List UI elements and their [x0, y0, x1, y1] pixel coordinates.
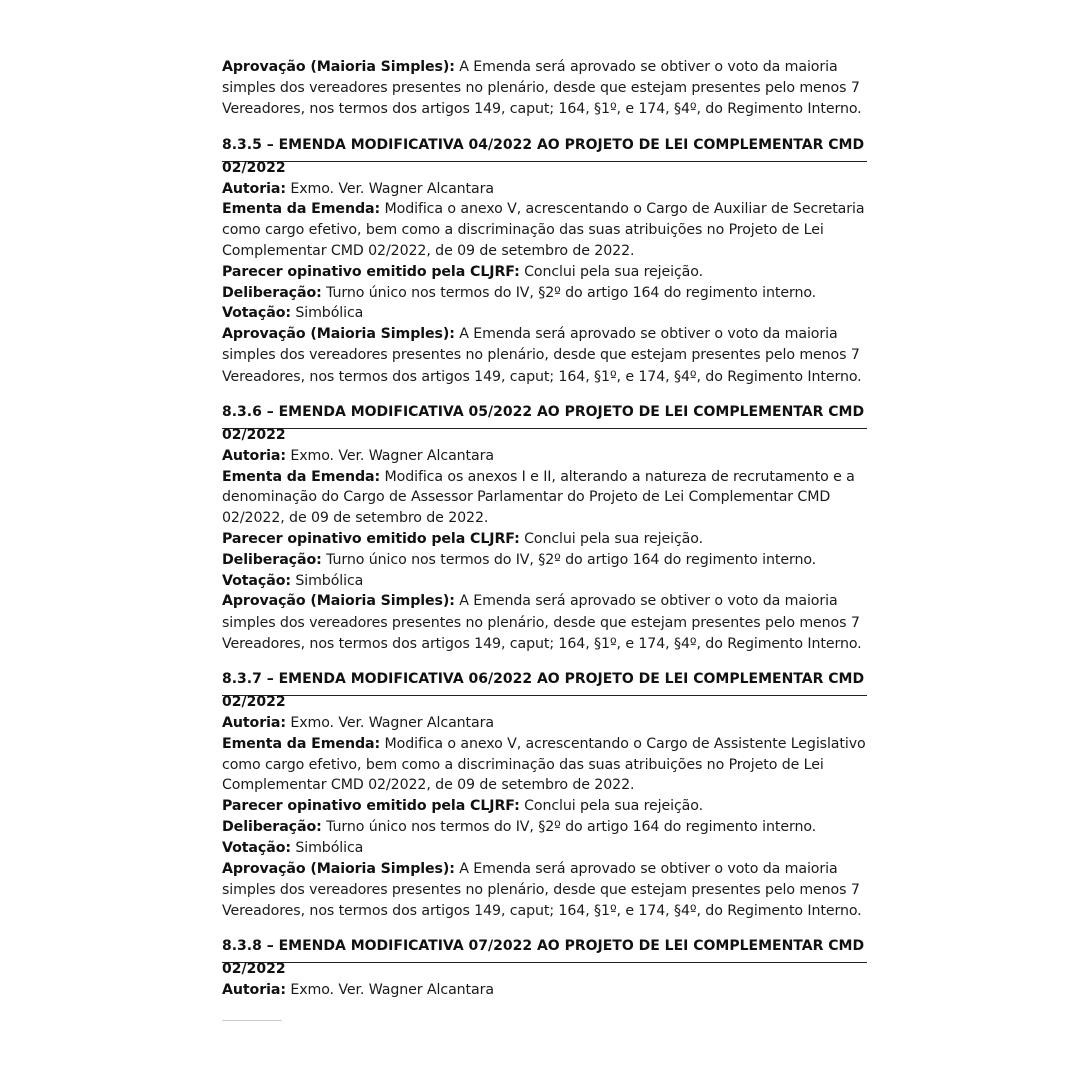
autoria-field [222, 446, 874, 467]
deliberacao-value: Turno único nos termos do IV, §2º do artigo 164 do regimento interno. [321, 284, 817, 301]
parecer-field [222, 529, 874, 550]
autoria-field [222, 980, 874, 1001]
votacao-field [222, 838, 874, 859]
autoria-value: Exmo. Ver. Wagner Alcantara [285, 447, 494, 464]
ementa-value: Modifica os anexos I e II, alterando a natureza de recrutamento e a denominação do Cargo de Assessor Parlamentar do Projeto de Lei Complementar CMD 02/2022, de 09 de setembro de 2022. [222, 468, 855, 527]
parecer-value: Conclui pela sua rejeição. [519, 798, 703, 815]
votacao-field [222, 303, 874, 324]
parecer-field [222, 796, 874, 817]
document-page [222, 57, 874, 1001]
aprovacao-label: Aprovação (Maioria Simples): [222, 860, 455, 877]
aprovacao-label: Aprovação (Maioria Simples): [222, 326, 455, 343]
ementa-label: Ementa da Emenda: [222, 201, 381, 218]
section-heading: 8.3.8 – EMENDA MODIFICATIVA 07/2022 AO PROJETO DE LEI COMPLEMENTAR CMD 02/2022 [222, 938, 865, 978]
autoria-field [222, 713, 874, 734]
deliberacao-value: Turno único nos termos do IV, §2º do artigo 164 do regimento interno. [321, 551, 817, 568]
aprovacao-value: A Emenda será aprovado se obtiver o voto da maioria simples dos vereadores presentes no plenário, desde que estejam presentes pelo menos 7 Vereadores, nos termos dos artigos 149, caput; 164, §1º, e 174, §4º, do Regimento Interno. [222, 326, 862, 385]
deliberacao-label: Deliberação: [222, 284, 322, 301]
autoria-label: Autoria: [222, 447, 286, 464]
votacao-value: Simbólica [290, 839, 364, 856]
autoria-value: Exmo. Ver. Wagner Alcantara [285, 714, 494, 731]
approval-text: A Emenda será aprovado se obtiver o voto da maioria simples dos vereadores presentes no plenário, desde que estejam presentes pelo menos 7 Vereadores, nos termos dos artigos 149, caput; 164, §1º, e 174, §4º, do Regimento Interno. [222, 59, 862, 118]
ementa-field [222, 734, 874, 796]
votacao-field [222, 571, 874, 592]
ementa-field [222, 199, 874, 261]
deliberacao-field [222, 817, 874, 838]
ementa-value: Modifica o anexo V, acrescentando o Cargo de Assistente Legislativo como cargo efetivo, bem como a discriminação das suas atribuições no Projeto de Lei Complementar CMD 02/2022, de 09 de setembro de 2022. [222, 735, 866, 794]
ementa-field [222, 467, 874, 529]
aprovacao-value: A Emenda será aprovado se obtiver o voto da maioria simples dos vereadores presentes no plenário, desde que estejam presentes pelo menos 7 Vereadores, nos termos dos artigos 149, caput; 164, §1º, e 174, §4º, do Regimento Interno. [222, 593, 862, 652]
section-8-3-5 [222, 134, 874, 388]
footnote-separator [222, 1020, 282, 1021]
section-8-3-7 [222, 668, 874, 922]
ementa-value: Modifica o anexo V, acrescentando o Cargo de Auxiliar de Secretaria como cargo efetivo, bem como a discriminação das suas atribuições no Projeto de Lei Complementar CMD 02/2022, de 09 de setembro de 2022. [222, 201, 865, 259]
aprovacao-field [222, 591, 874, 655]
votacao-value: Simbólica [290, 305, 364, 322]
aprovacao-value: A Emenda será aprovado se obtiver o voto da maioria simples dos vereadores presentes no plenário, desde que estejam presentes pelo menos 7 Vereadores, nos termos dos artigos 149, caput; 164, §1º, e 174, §4º, do Regimento Interno. [222, 860, 862, 919]
parecer-label: Parecer opinativo emitido pela CLJRF: [222, 530, 520, 547]
section-heading: 8.3.5 – EMENDA MODIFICATIVA 04/2022 AO PROJETO DE LEI COMPLEMENTAR CMD 02/2022 [222, 136, 865, 176]
deliberacao-field [222, 283, 874, 304]
aprovacao-field [222, 324, 874, 388]
ementa-label: Ementa da Emenda: [222, 735, 381, 752]
approval-paragraph [222, 57, 874, 121]
autoria-label: Autoria: [222, 180, 286, 197]
aprovacao-label: Aprovação (Maioria Simples): [222, 593, 455, 610]
approval-label: Aprovação (Maioria Simples): [222, 59, 455, 75]
votacao-value: Simbólica [290, 572, 364, 589]
votacao-label: Votação: [222, 305, 291, 322]
autoria-label: Autoria: [222, 982, 286, 999]
section-heading: 8.3.6 – EMENDA MODIFICATIVA 05/2022 AO PROJETO DE LEI COMPLEMENTAR CMD 02/2022 [222, 403, 865, 443]
deliberacao-label: Deliberação: [222, 818, 322, 835]
deliberacao-value: Turno único nos termos do IV, §2º do artigo 164 do regimento interno. [321, 818, 817, 835]
autoria-value: Exmo. Ver. Wagner Alcantara [285, 180, 494, 197]
autoria-field [222, 179, 874, 200]
ementa-label: Ementa da Emenda: [222, 468, 381, 485]
autoria-label: Autoria: [222, 714, 286, 731]
deliberacao-label: Deliberação: [222, 551, 322, 568]
parecer-label: Parecer opinativo emitido pela CLJRF: [222, 263, 520, 280]
votacao-label: Votação: [222, 572, 291, 589]
section-heading: 8.3.7 – EMENDA MODIFICATIVA 06/2022 AO PROJETO DE LEI COMPLEMENTAR CMD 02/2022 [222, 670, 865, 710]
autoria-value: Exmo. Ver. Wagner Alcantara [285, 982, 494, 999]
votacao-label: Votação: [222, 839, 291, 856]
aprovacao-field [222, 859, 874, 923]
parecer-value: Conclui pela sua rejeição. [519, 530, 703, 547]
deliberacao-field [222, 550, 874, 571]
parecer-field [222, 262, 874, 283]
section-8-3-6 [222, 401, 874, 655]
parecer-label: Parecer opinativo emitido pela CLJRF: [222, 798, 520, 815]
section-8-3-8 [222, 935, 874, 1001]
parecer-value: Conclui pela sua rejeição. [519, 263, 703, 280]
